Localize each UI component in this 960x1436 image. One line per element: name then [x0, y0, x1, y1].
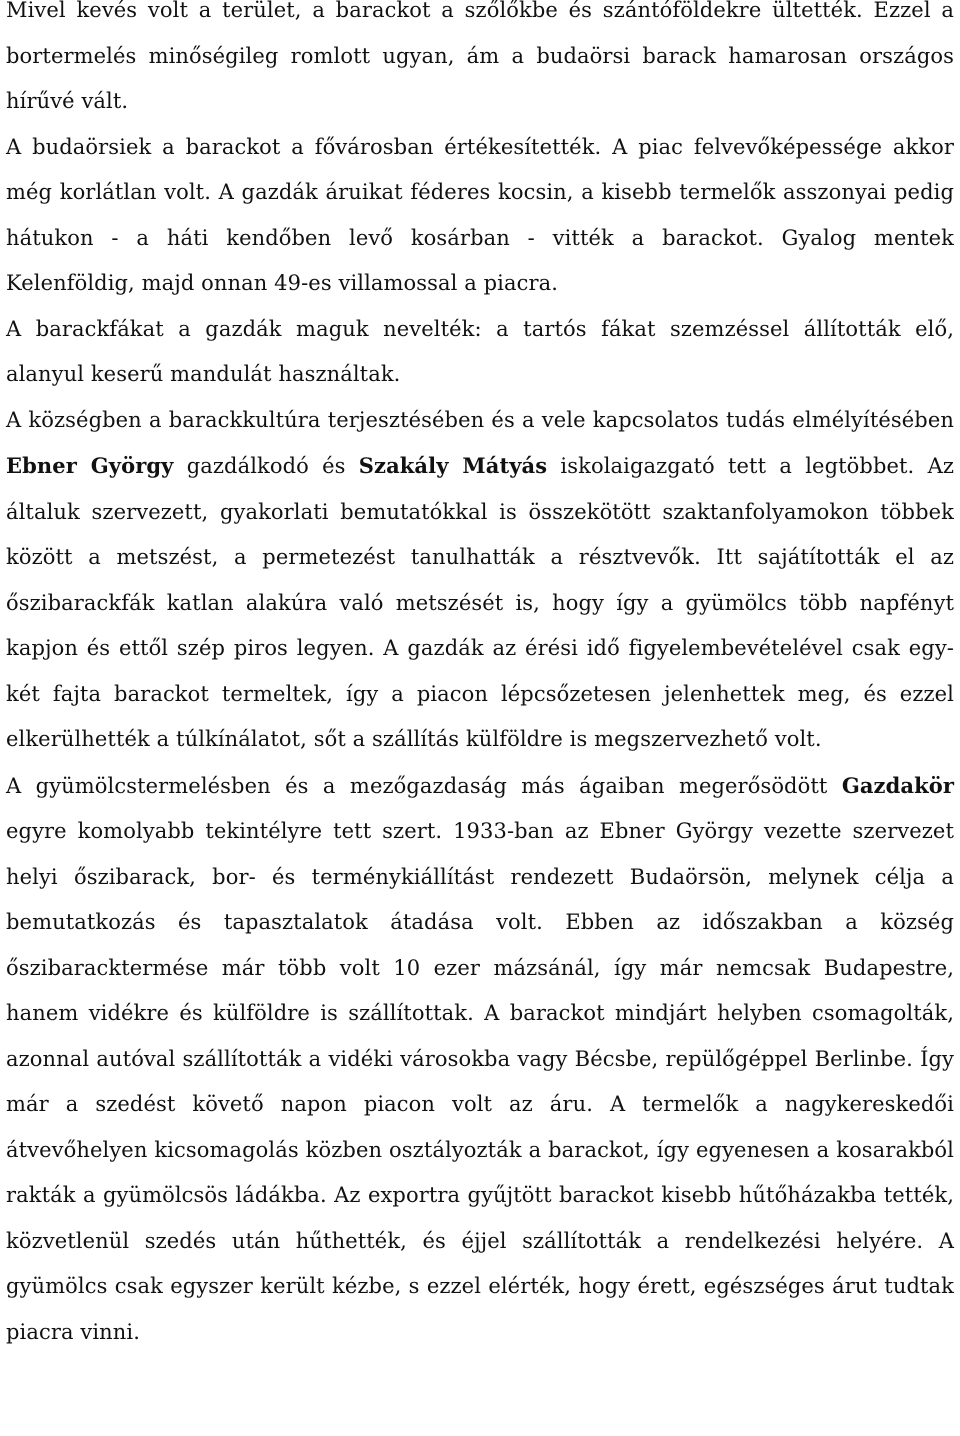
paragraph-tree-growing: A barackfákat a gazdák maguk nevelték: a tartós fákat szemzéssel állították elő, alanyul keserű mandulát használtak. — [6, 316, 954, 386]
organization-name-gazdakor: Gazdakör — [841, 772, 954, 798]
paragraph-farmers-circle — [6, 763, 954, 1356]
person-name-ebner: Ebner György — [6, 453, 174, 478]
paragraph-text-segment: iskolaigazgató tett a legtöbbet. Az általuk szervezett, gyakorlati bemutatókkal is összekötött szaktanfolyamokon többek között a metszést, a permetezést tanulhatták a résztvevők. Itt sajátították el az őszibarackfák katlan alakúra való metszését is, hogy így a gyümölcs több napfényt kapjon és ettől szép piros legyen. A gazdák az érési idő figyelembevételével csak egy-két fajta barackot termeltek, így a piacon lépcsőzetesen jelenhettek meg, és ezzel elkerülhették a túlkínálatot, sőt a szállítás külföldre is megszervezhető volt. — [6, 454, 954, 751]
paragraph-text-segment: A gyümölcstermelésben és a mezőgazdaság más ágaiban megerősödött — [6, 773, 842, 798]
paragraph-peach-culture — [6, 398, 954, 763]
person-name-szakaly: Szakály Mátyás — [358, 453, 548, 478]
paragraph-peach-planting: Mivel kevés volt a terület, a barackot a szőlőkbe és szántóföldekre ültették. Ezzel a bortermelés minőségileg romlott ugyan, ám a budaörsi barack hamarosan országos hírűvé vált. — [6, 0, 954, 113]
paragraph-text-segment: egyre komolyabb tekintélyre tett szert. 1933-ban az Ebner György vezette szervezet helyi őszibarack, bor- és terménykiállítást rendezett Budaörsön, melynek célja a bemutatkozás és tapasztalatok átadása volt. Ebben az időszakban a község őszibaracktermése már több volt 10 ezer mázsánál, így már nemcsak Budapestre, hanem vidékre és külföldre is szállítottak. A barackot mindjárt helyben csomagolták, azonnal autóval szállították a vidéki városokba vagy Bécsbe, repülőgéppel Berlinbe. Így már a szedést követő napon piacon volt az áru. A termelők a nagykereskedői átvevőhelyen kicsomagolás közben osztályozták a barackot, így egyenesen a kosarakból rakták a gyümölcsös ládákba. Az exportra gyűjtött barackot kisebb hűtőházakba tették, közvetlenül szedés után hűthették, és éjjel szállították a rendelkezési helyére. A gyümölcs csak egyszer került kézbe, s ezzel elérték, hogy érett, egészséges árut tudtak piacra vinni. — [6, 819, 954, 1344]
paragraph-market-selling: A budaörsiek a barackot a fővárosban értékesítették. A piac felvevőképessége akkor még korlátlan volt. A gazdák áruikat féderes kocsin, a kisebb termelők asszonyai pedig hátukon - a háti kendőben levő kosárban - vitték a barackot. Gyalog mentek Kelenföldig, majd onnan 49-es villamossal a piacra. — [6, 134, 954, 295]
paragraph-text-segment: A községben a barackkultúra terjesztésében és a vele kapcsolatos tudás elmélyítésében — [6, 407, 954, 432]
paragraph-text-segment: gazdálkodó és — [173, 454, 359, 478]
